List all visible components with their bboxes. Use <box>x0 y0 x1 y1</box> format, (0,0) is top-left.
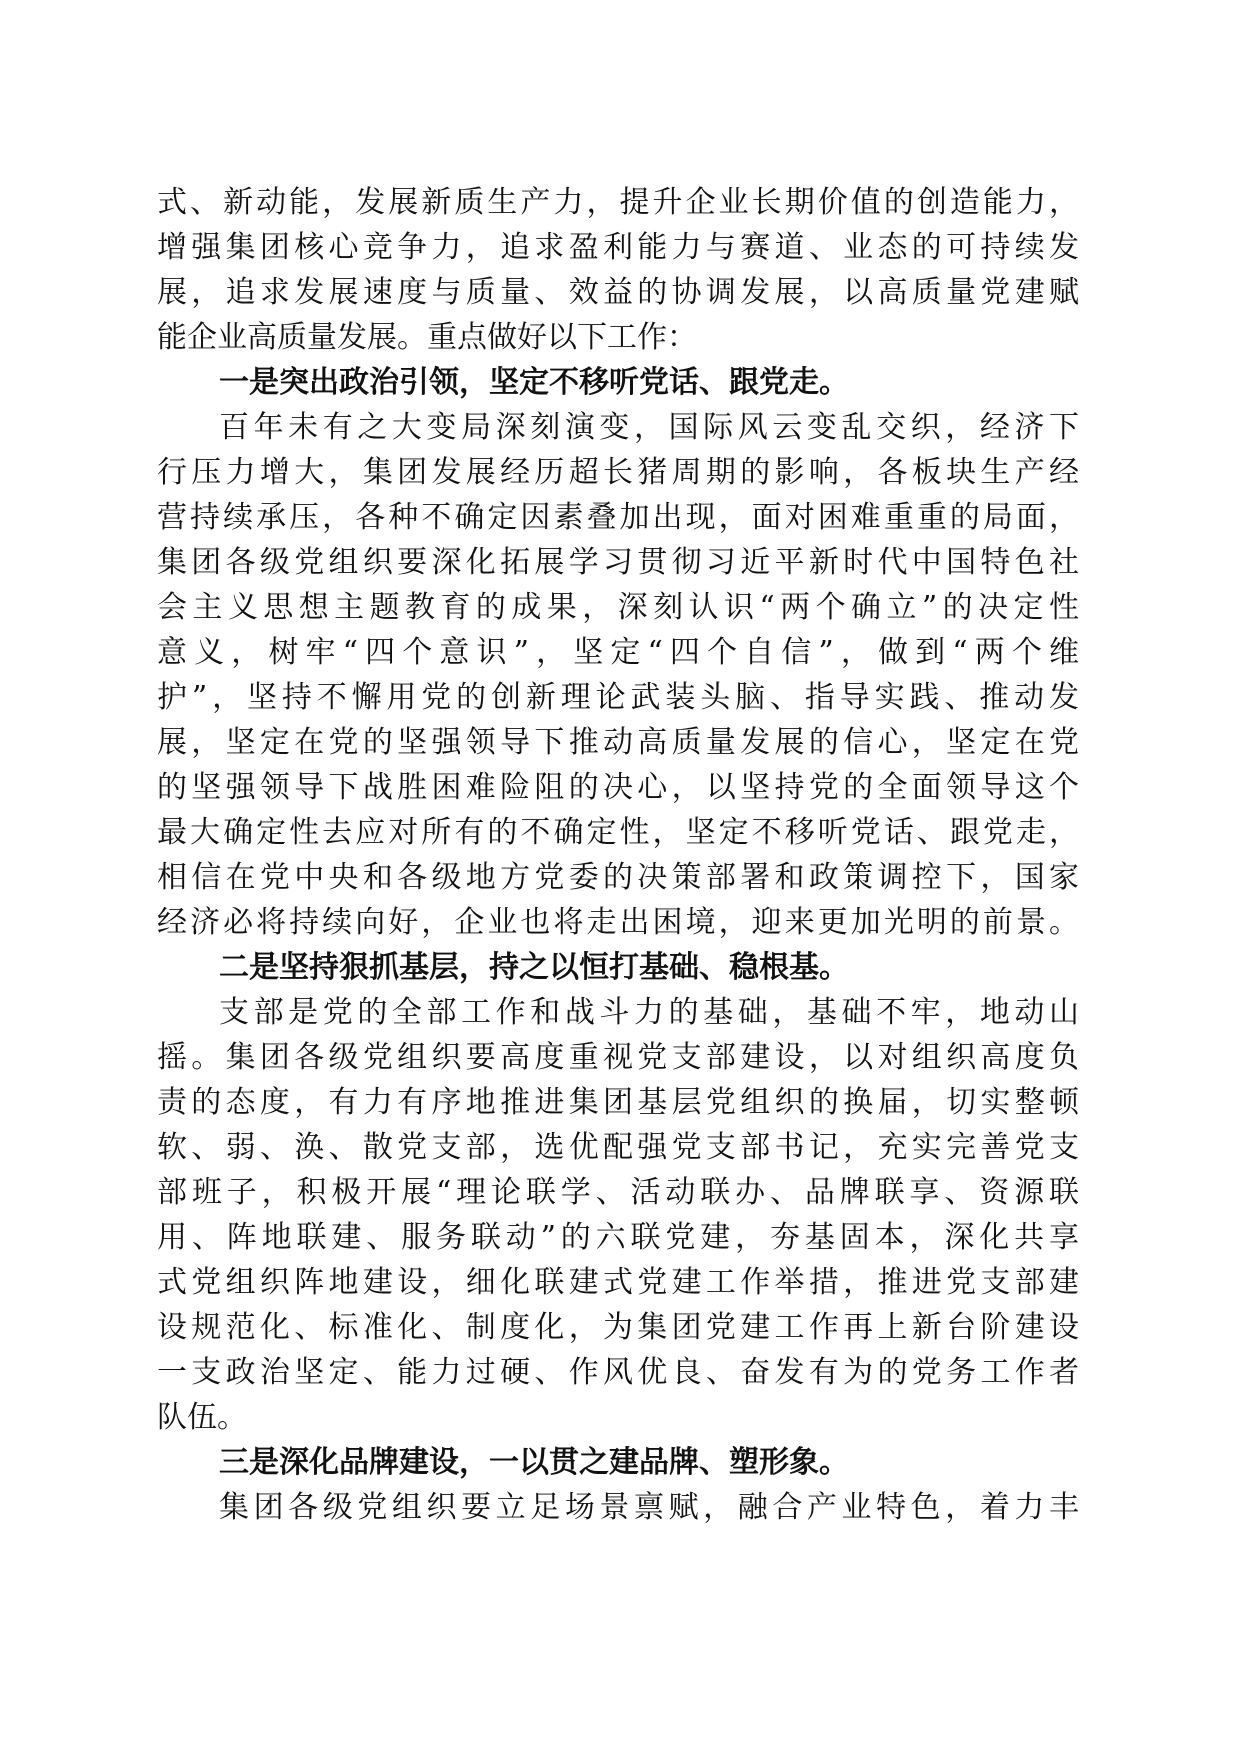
text-line: 的坚强领导下战胜困难险阻的决心，以坚持党的全面领导这个 <box>157 770 1079 805</box>
text-line: 最大确定性去应对所有的不确定性，坚定不移听党话、跟党走， <box>157 815 1079 850</box>
text-line: 意义，树牢“四个意识”，坚定“四个自信”，做到“两个维 <box>157 635 1079 670</box>
text-line: 展，坚定在党的坚强领导下推动高质量发展的信心，坚定在党 <box>157 725 1079 760</box>
text-line: 展，追求发展速度与质量、效益的协调发展，以高质量党建赋 <box>157 275 1079 310</box>
text-line: 软、弱、涣、散党支部，选优配强党支部书记，充实完善党支 <box>157 1130 1079 1165</box>
paragraph-section-3 <box>157 1485 1079 1530</box>
paragraph-intro <box>157 180 1079 360</box>
text-line: 支部是党的全部工作和战斗力的基础，基础不牢，地动山 <box>219 995 1079 1030</box>
text-line: 一支政治坚定、能力过硬、作风优良、奋发有为的党务工作者 <box>157 1355 1079 1390</box>
section-heading-1: 一是突出政治引领，坚定不移听党话、跟党走。 <box>219 365 849 400</box>
text-line: 增强集团核心竞争力，追求盈利能力与赛道、业态的可持续发 <box>157 230 1079 265</box>
text-line: 集团各级党组织要立足场景禀赋，融合产业特色，着力丰 <box>219 1490 1079 1525</box>
text-line: 责的态度，有力有序地推进集团基层党组织的换届，切实整顿 <box>157 1085 1079 1120</box>
paragraph-section-2 <box>157 990 1079 1440</box>
text-line: 营持续承压，各种不确定因素叠加出现，面对困难重重的局面， <box>157 500 1079 535</box>
text-line: 经济必将持续向好，企业也将走出困境，迎来更加光明的前景。 <box>157 905 1079 940</box>
section-heading-3: 三是深化品牌建设，一以贯之建品牌、塑形象。 <box>219 1445 849 1480</box>
text-line: 百年未有之大变局深刻演变，国际风云变乱交织，经济下 <box>219 410 1079 445</box>
section-heading-2: 二是坚持狠抓基层，持之以恒打基础、稳根基。 <box>219 950 849 985</box>
paragraph-section-1 <box>157 405 1079 945</box>
document-page <box>157 180 1079 1530</box>
text-line: 式党组织阵地建设，细化联建式党建工作举措，推进党支部建 <box>157 1265 1079 1300</box>
text-line: 行压力增大，集团发展经历超长猪周期的影响，各板块生产经 <box>157 455 1079 490</box>
text-line: 部班子，积极开展“理论联学、活动联办、品牌联享、资源联 <box>157 1175 1079 1210</box>
text-line: 护”，坚持不懈用党的创新理论武装头脑、指导实践、推动发 <box>157 680 1079 715</box>
text-line: 能企业高质量发展。重点做好以下工作： <box>157 320 697 355</box>
text-line: 设规范化、标准化、制度化，为集团党建工作再上新台阶建设 <box>157 1310 1079 1345</box>
text-line: 用、阵地联建、服务联动”的六联党建，夯基固本，深化共享 <box>157 1220 1079 1255</box>
text-line: 摇。集团各级党组织要高度重视党支部建设，以对组织高度负 <box>157 1040 1079 1075</box>
text-line: 式、新动能，发展新质生产力，提升企业长期价值的创造能力， <box>157 185 1079 220</box>
text-line: 相信在党中央和各级地方党委的决策部署和政策调控下，国家 <box>157 860 1079 895</box>
text-line: 队伍。 <box>157 1400 247 1435</box>
text-line: 会主义思想主题教育的成果，深刻认识“两个确立”的决定性 <box>157 590 1079 625</box>
text-line: 集团各级党组织要深化拓展学习贯彻习近平新时代中国特色社 <box>157 545 1079 580</box>
